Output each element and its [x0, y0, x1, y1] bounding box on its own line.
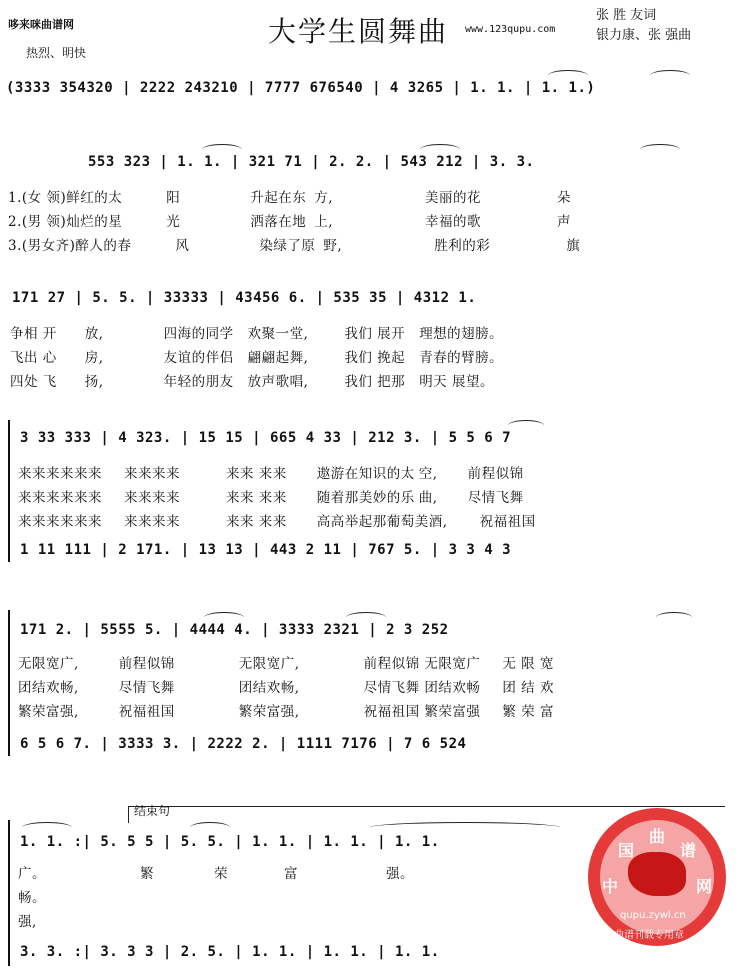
melody-line-5: 1. 1. :| 5. 5 5 | 5. 5. | 1. 1. | 1. 1. | 1. 1.: [20, 834, 440, 850]
system-brace: [8, 820, 10, 966]
stamp-caption: 曲谱刊载专用章: [614, 930, 684, 941]
stamp-char: 网: [696, 877, 713, 896]
site-url: www.123qupu.com: [465, 24, 556, 35]
slur: [420, 144, 460, 155]
line-3-lyrics-1: 来来来来来来 来来来来 来来 来来 遨游在知识的太 空, 前程似锦: [18, 466, 524, 482]
slur: [508, 420, 544, 431]
site-name: 哆来咪曲谱网: [8, 18, 74, 31]
line-2-lyrics-3: 四处 飞 扬, 年轻的朋友 放声歌唱, 我们 把那 明天 展望。: [10, 374, 494, 390]
stamp-url: qupu.zywl.cn: [620, 910, 686, 921]
line-2-lyrics-1: 争相 开 放, 四海的同学 欢聚一堂, 我们 展开 理想的翅膀。: [10, 326, 504, 342]
composer-credit: 银力康、张 强曲: [596, 28, 692, 43]
line-3-lyrics-2: 来来来来来来 来来来来 来来 来来 随着那美妙的乐 曲, 尽情飞舞: [18, 490, 524, 506]
publisher-stamp: [588, 808, 726, 946]
slur: [640, 144, 680, 155]
ending-label: 结束句: [134, 804, 171, 818]
song-title: 大学生圆舞曲: [268, 15, 449, 48]
line-5-verse3-end: 强,: [18, 914, 37, 930]
slur: [190, 822, 230, 833]
melody-line-4: 171 2. | 5555 5. | 4444 4. | 3333 2321 | 2 3 252: [20, 622, 449, 638]
slur: [204, 612, 244, 623]
slur: [346, 612, 386, 623]
line-3-lyrics-3: 来来来来来来 来来来来 来来 来来 高高举起那葡萄美酒, 祝福祖国: [18, 514, 536, 530]
line-4-lyrics-2: 团结欢畅, 尽情飞舞 团结欢畅, 尽情飞舞 团结欢畅 团 结 欢: [18, 680, 554, 696]
bass-line-4: 6 5 6 7. | 3333 3. | 2222 2. | 1111 7176 | 7 6 524: [20, 736, 467, 752]
bass-line-3: 1 11 111 | 2 171. | 13 13 | 443 2 11 | 767 5. | 3 3 4 3: [20, 542, 512, 558]
slur: [22, 822, 72, 833]
line-5-verse2-end: 畅。: [18, 890, 46, 906]
stamp-char: 中: [602, 877, 619, 896]
tempo-marking: 热烈、明快: [26, 46, 87, 60]
slur: [370, 822, 560, 833]
melody-line-2: 171 27 | 5. 5. | 33333 | 43456 6. | 535 35 | 4312 1.: [12, 290, 477, 306]
lyricist-credit: 张 胜 友词: [596, 8, 657, 23]
slur: [650, 70, 690, 81]
system-brace: [8, 420, 10, 562]
melody-line-1: 553 323 | 1. 1. | 321 71 | 2. 2. | 543 212 | 3. 3.: [88, 154, 535, 170]
china-map-icon: [628, 852, 686, 896]
line-5-lyrics: 广。 繁 荣 富 强。: [18, 866, 414, 882]
credits: [596, 6, 691, 46]
slur: [548, 70, 588, 81]
slur: [656, 612, 692, 623]
intro-line: (3333 354320 | 2222 243210 | 7777 676540 | 4 3265 | 1. 1. | 1. 1.): [6, 80, 596, 96]
line-4-lyrics-1: 无限宽广, 前程似锦 无限宽广, 前程似锦 无限宽广 无 限 宽: [18, 656, 554, 672]
line-2-lyrics-2: 飞出 心 房, 友谊的伴侣 翩翩起舞, 我们 挽起 青春的臂膀。: [10, 350, 504, 366]
verse-3-row: 3.(男女齐)醉人的春 风 染绿了原 野, 胜利的彩 旗: [8, 238, 581, 254]
melody-line-3: 3 33 333 | 4 323. | 15 15 | 665 4 33 | 212 3. | 5 5 6 7: [20, 430, 512, 446]
slur: [202, 144, 242, 155]
verse-2-row: 2.(男 领)灿烂的星 光 洒落在地 上, 幸福的歌 声: [8, 214, 572, 230]
line-4-lyrics-3: 繁荣富强, 祝福祖国 繁荣富强, 祝福祖国 繁荣富强 繁 荣 富: [18, 704, 554, 720]
stamp-char: 谱: [680, 841, 697, 860]
stamp-char: 国: [618, 841, 635, 860]
system-brace: [8, 610, 10, 756]
stamp-char: 曲: [649, 827, 666, 846]
bass-line-5: 3. 3. :| 3. 3 3 | 2. 5. | 1. 1. | 1. 1. | 1. 1.: [20, 944, 440, 960]
verse-1-row: 1.(女 领)鲜红的太 阳 升起在东 方, 美丽的花 朵: [8, 190, 572, 206]
